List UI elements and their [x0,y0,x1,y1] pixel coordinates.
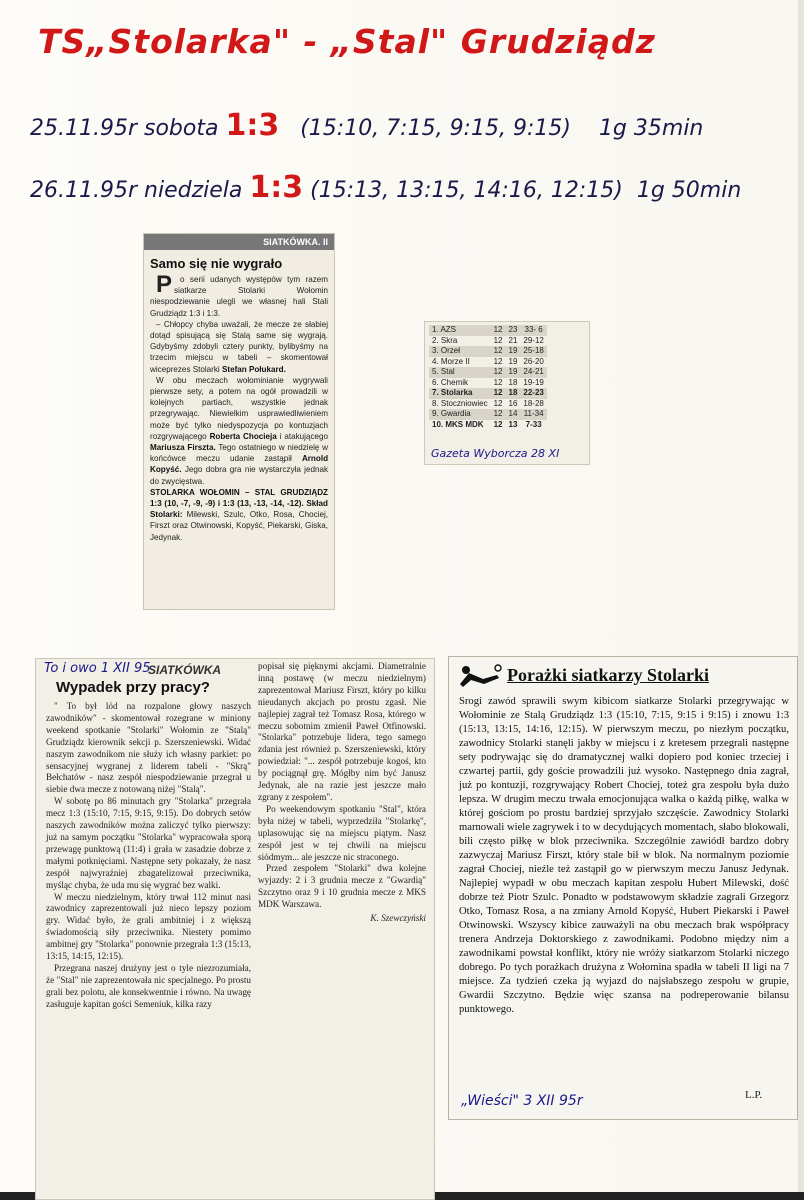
clipping-3-headline: Wypadek przy pracy? [56,679,210,696]
table-cell-sets: 26-20 [523,356,544,366]
table-cell-points: 13 [508,419,518,429]
table-cell-sets: 29-12 [523,335,544,345]
table-cell-games: 12 [493,377,503,387]
paragraph: W meczu niedzielnym, który trwał 112 minut nasi zawodnicy zaprezentowali już nieco lepszy poziom gry. Widać było, że grali ambitniej i z większą świadomością siły przeciwnika. Niestety pomimo ambitnej gry "Stolarka" ponownie przegrała 1:3 (15:13, 13:15, 14:15, 12:15). [46,891,251,962]
table-cell-games: 12 [493,398,503,408]
match-2-score: 1:3 [249,170,304,205]
table-cell-team: 2. Skra [432,335,458,345]
table-cell-sets: 18-28 [523,398,544,408]
table-row [429,336,547,347]
table-row [429,388,547,399]
text: Jego dobra gra nie wystarczyła jednak do zwycięstwa. [150,465,329,486]
table-row [429,367,547,378]
table-cell-sets: 25-18 [520,346,546,357]
table-cell-team: 1. AZS [429,325,491,336]
clipping-3-column-right [258,661,426,925]
table-cell-points: 18 [508,377,518,387]
table-cell-games: 12 [491,409,506,420]
source-note-to-i-owo: To i owo 1 XII 95 [44,661,151,676]
handwritten-title: TS„Stolarka" - „Stal" Grudziądz [38,22,656,61]
clipping-4-body [459,695,789,1017]
bold-name: Roberta Chocieja [209,431,277,441]
clipping-porazki-siatkarzy [448,656,798,1120]
section-label: SIATKÓWKA. II [144,234,334,250]
clipping-1-headline: Samo się nie wygrało [150,256,283,271]
clipping-league-table [424,321,590,465]
paragraph: " To był lód na rozpalone głowy naszych zawodników" - skomentował rozegrane w miniony weekend spotkanie "Stolarki" Wołomin ze "Stalą" Grudziądz kierownik sekcji p. Szerszeniewski. Widać naszym zawodnikom nie służy ich własny parkiet: po sensacyjnej wygranej z liderem tabeli - "Skrą" Bełchatów - nasz zespół niespodziewanie przegrał u siebie dwa mecze z notowaną niżej "Stalą". [46,701,251,795]
match-line-1 [30,108,703,143]
result-line: STOLARKA WOŁOMIN – STAL GRUDZIĄDZ 1:3 (10, -7, -9, -9) i 1:3 (13, -13, -14, -12). [150,487,328,509]
drop-cap: P [156,271,173,298]
table-row [429,409,547,420]
table-cell-points: 21 [508,335,518,345]
league-table [429,325,547,430]
table-cell-sets: 7-33 [525,419,542,429]
text: Tego ostatniego w niedzielę w końcówce meczu udanie zastąpił [150,443,328,464]
table-cell-sets: 11-34 [520,409,546,420]
table-cell-games: 12 [493,419,503,429]
bold-name: Arnold Kopyść. [150,454,329,475]
paragraph: Po weekendowym spotkaniu "Stal", która była niżej w tabeli, wyprzedziła "Stolarkę", uplasowując się na miejscu piątym. Nasz zespół jest w tej chwili na miejscu siódmym... ale jeszcze nic straconego. [258,803,426,862]
table-cell-games: 12 [491,325,506,336]
table-cell-sets: 33- 6 [520,325,546,336]
clipping-wypadek-przy-pracy [35,658,435,1200]
table-cell-team: 4. Morze II [432,356,470,366]
match-2-date: 26.11.95r niedziela [30,178,243,203]
match-1-score: 1:3 [225,108,280,143]
paragraph: Srogi zawód sprawili swym kibicom siatkarze Stolarki przegrywając w Wołominie ze Stalą Grudziądz 1:3 (15:10, 7:15, 9:15 i 9:15) i znowu 1:3 (15:13, 13:15, 14:16, 12:15). W pierwszym meczu, po niezłym początku, zawodnicy Stolarki stanęli jakby w miejscu i z kretesem przegrali następne sety podrywając się do dramatycznej walki dopiero pod koniec trzeciej i czwartej partii, gdy goście prowadzili już wysoko. Następnego dnia zagrał, już po kontuzji, rozgrywający Robert Chociej, toteż gra zespołu była dużo lepsza. W drugim meczu trwała emocjonująca walka o każdą piłkę, walka w której gościom po prostu bardziej sprzyjało szczęście. Zawodnicy Stolarki marnowali wiele zagrywek i to w decydujących momentach, słabo blokowali, bili często piłkę w blok przeciwnika. Szczególnie zawiódł bardzo dobry zazwyczaj Mariusz Firszt, który stale bił w blok. Na normalnym poziomie zagrał Chociej, nieźle też zastąpił go w pierwszym meczu Janusz Jedynak. Najlepiej wypadł w obu meczach kapitan zespołu Hubert Milewski, dość dobrze też Piotr Szulc. Ponadto w podstawowym składzie zagrali Grzegorz Otko, Tomasz Rosa, a na zmiany Arnold Kopyść, Hubert Piekarski i Paweł Otwinowski. Wszyscy kibice zauważyli na obu meczach brak współpracy trenera Andrzeja Doktorskiego z zawodnikami. Podobno między nim a zawodnikami powstał konflikt, który nie wróży siatkarzom Stolarki niczego dobrego. Po tych porażkach drużyna z Wołomina spadła w tabeli II ligi na 7 miejsce. Za tydzień czeka ją wyjazd do najsłabszego zespołu w grupie, Gwardii Szczytno. Będzie więc szansa na podreperowanie bilansu punktowego. [459,696,789,1015]
paragraph: W sobotę po 86 minutach gry "Stolarka" przegrała mecz 1:3 (15:10, 7:15, 9:15, 9:15). Do dobrych setów naszych zawodników można zaliczyć tylko pierwszy: już na samym początku "Stolarka" wypracowała sporą przewagę punktową (11:4) i grała w zasadzie dobrze z małymi potknięciami. Następne sety pokazały, że nasz zespół najwyraźniej zbagatelizował przeciwnika, myśląc chyba, że uda mu się wygrać bez walki. [46,796,251,890]
table-cell-games: 12 [491,367,506,378]
table-row [429,399,547,410]
text: i atakującego [279,431,329,441]
table-cell-points: 19 [506,346,521,357]
paragraph: Przegrana naszej drużyny jest o tyle niezrozumiała, że "Stal" nie zaprezentowała nic specjalnego. Po prostu grali bez polotu, ale konsekwentnie i równo. Na uwagę zasługuje kapitan gości Semeniuk, kilka razy [46,962,251,1009]
table-cell-games: 12 [491,346,506,357]
table-cell-points: 16 [508,398,518,408]
table-cell-sets: 24-21 [520,367,546,378]
bold-name: Stefan Połukard. [221,364,286,374]
paragraph: o serii udanych występów tym razem siatkarze Stolarki Wołomin niespodziewanie ulegli we własnej hali Stali Grudziądz 1:3 i 1:3. [150,275,328,318]
match-1-date: 25.11.95r sobota [30,116,219,141]
table-cell-team: 8. Stoczniowiec [432,398,488,408]
source-note-gazeta: Gazeta Wyborcza 28 XI [431,447,560,460]
table-row [429,357,547,368]
match-1-sets: (15:10, 7:15, 9:15, 9:15) [300,116,571,141]
table-row [429,378,547,389]
paragraph: popisał się pięknymi akcjami. Diametralnie inną postawę (w meczu niedzielnym) zaprezentował Mariusz Firszt, który po kilku nieudanych akcjach po prostu zgasł. Nie najlepiej zagrał też Tomasz Rosa, którego w meczu sobotnim zmienił Paweł Otfinowski. "Stolarka" potrzebuje lidera, tego samego zdania jest również p. Szerszeniewski, który powiedział: "... zespół potrzebuje kogoś, kto by pociągnął grę. Mógłby nim być Janusz Jedynak, ale na razie jest jeszcze mało zgrany z zespołem". [258,661,426,802]
paragraph: – Chłopcy chyba uważali, że mecze ze słabiej dotąd spisującą się Stalą same się wygrają. Gdybyśmy zdobyli cztery punkty, bylibyśmy na trzecim miejscu w tabeli – skomentował wiceprezes Stolarki [150,319,328,374]
author-signature: K. Szewczyński [370,913,426,924]
table-cell-sets: 22-23 [520,388,546,399]
source-note-wiesci: „Wieści" 3 XII 95r [461,1093,583,1109]
paragraph: Przed zespołem "Stolarki" dwa kolejne wyjazdy: 2 i 3 grudnia mecze z "Gwardią" Szczytno oraz 9 i 10 grudnia mecze z MKS MDK Warszawa. [258,863,426,910]
match-1-duration: 1g 35min [598,116,704,141]
paragraph: W obu meczach wołominianie wygrywali pierwsze sety, a potem na ogół prowadzili w kolejnych partiach, wszystkie jednak przegrywając. Niewielkim usprawiedliwieniem może być tylko niedyspozycja po kontuzjach rozgrywającego [150,375,328,441]
table-row [429,420,547,431]
lineup-label: Skład Stolarki: [150,499,329,520]
match-2-duration: 1g 50min [636,178,742,203]
table-cell-points: 19 [508,356,518,366]
table-cell-team: 6. Chemik [432,377,469,387]
bold-name: Mariusza Firszta. [150,443,216,453]
table-cell-team: 7. Stolarka [429,388,491,399]
page-edge [798,0,804,1200]
table-cell-team: 5. Stal [429,367,491,378]
table-cell-games: 12 [493,335,503,345]
table-cell-team: 9. Gwardia [429,409,491,420]
table-cell-points: 23 [506,325,521,336]
author-signature: L.P. [745,1089,763,1101]
clipping-4-headline: Porażki siatkarzy Stolarki [507,665,709,685]
clipping-samo-sie-nie-wygralo [143,233,335,610]
table-row [429,325,547,336]
table-cell-team: 10. MKS MDK [432,419,484,429]
table-cell-games: 12 [491,388,506,399]
table-cell-points: 19 [506,367,521,378]
table-cell-points: 14 [506,409,521,420]
clipping-1-body [150,271,329,543]
table-cell-sets: 19-19 [523,377,544,387]
match-2-sets: (15:13, 13:15, 14:16, 12:15) [310,178,623,203]
table-cell-team: 3. Orzeł [429,346,491,357]
table-row [429,346,547,357]
table-cell-points: 18 [506,388,521,399]
match-line-2 [30,170,741,205]
lineup: Milewski, Szulc, Otko, Rosa, Chociej, Firszt oraz Otwinowski, Kopyść, Piekarski, Giska, Jedynak. [150,510,328,542]
volleyball-player-icon [457,663,503,693]
table-cell-games: 12 [493,356,503,366]
clipping-3-column-left [46,701,251,1011]
section-label: SIATKÓWKA [148,663,222,677]
